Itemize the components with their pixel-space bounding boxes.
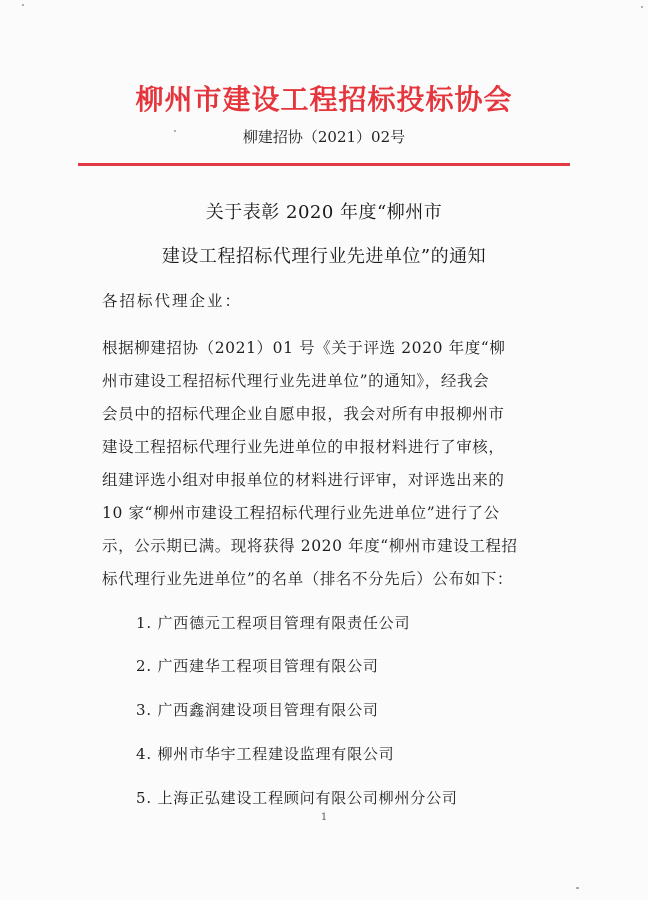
- notice-title-line-1: 关于表彰 2020 年度“柳州市: [205, 202, 443, 223]
- body-line: 州市建设工程招标代理行业先进单位”的通知》，经我会: [102, 372, 490, 390]
- body-line: 会员中的招标代理企业自愿申报，我会对所有申报柳州市: [102, 405, 505, 423]
- scan-speck: [174, 130, 176, 132]
- body-line: 建设工程招标代理行业先进单位的申报材料进行了审核，: [102, 438, 505, 456]
- document-number: 柳建招协（2021）02号: [242, 128, 406, 146]
- page-number: 1: [320, 812, 328, 823]
- list-item: 5. 上海正弘建设工程顾问有限公司柳州分公司: [136, 789, 458, 807]
- body-line: 组建评选小组对申报单位的材料进行评审，对评选出来的: [102, 471, 505, 489]
- notice-title-line-2: 建设工程招标代理行业先进单位”的通知: [161, 246, 487, 267]
- list-item: 2. 广西建华工程项目管理有限公司: [136, 657, 379, 675]
- scan-speck: [22, 4, 24, 6]
- body-line: 10 家“柳州市建设工程招标代理行业先进单位”进行了公: [102, 504, 500, 522]
- list-item: 1. 广西德元工程项目管理有限责任公司: [136, 614, 411, 632]
- body-line: 根据柳建招协（2021）01 号《关于评选 2020 年度“柳: [102, 339, 506, 357]
- scan-speck: [641, 6, 643, 8]
- list-item: 3. 广西鑫润建设项目管理有限公司: [136, 701, 379, 719]
- body-line: 示，公示期已满。现将获得 2020 年度“柳州市建设工程招: [102, 537, 518, 555]
- scan-speck: [576, 887, 579, 889]
- red-divider-line: [78, 163, 570, 166]
- list-item: 4. 柳州市华宇工程建设监理有限公司: [136, 745, 395, 763]
- body-line: 标代理行业先进单位”的名单（排名不分先后）公布如下：: [102, 570, 514, 588]
- issuing-organization: 柳州市建设工程招标投标协会: [135, 83, 513, 116]
- salutation: 各招标代理企业：: [102, 292, 243, 310]
